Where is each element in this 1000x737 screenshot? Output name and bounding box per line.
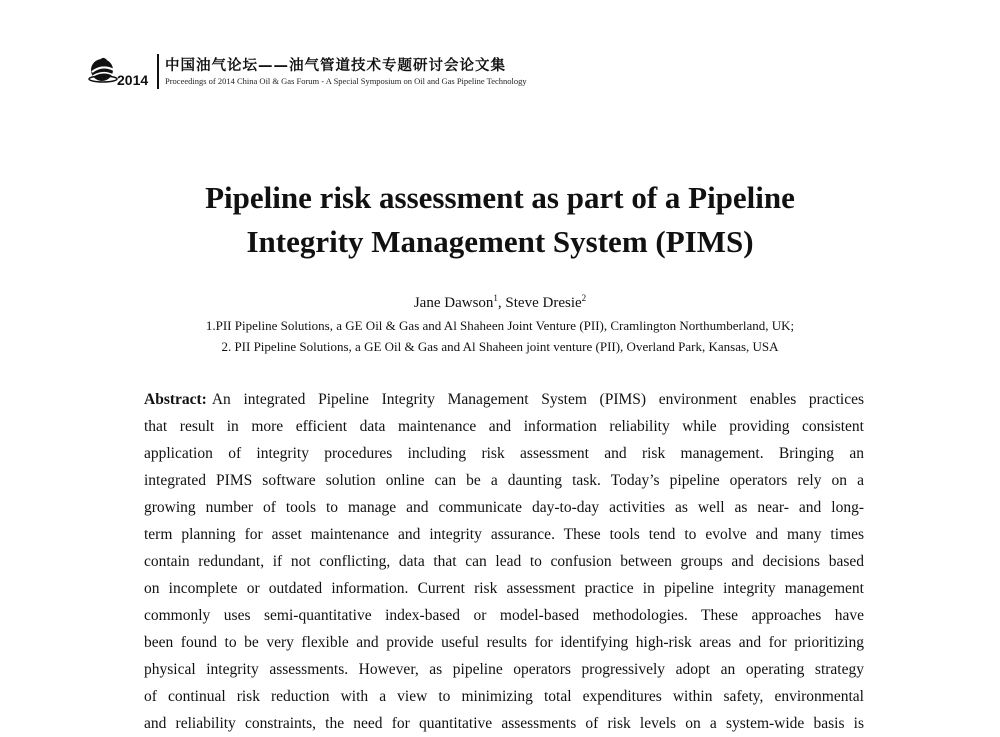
author-name: Jane Dawson bbox=[413, 295, 494, 311]
author-list: Jane Dawson$^1$, Steve Dresie$^2$ bbox=[413, 293, 587, 311]
header-divider bbox=[157, 54, 159, 89]
abstract-line: of continual risk reduction with a view to minimizing total expenditures within safety, environmental bbox=[144, 688, 864, 705]
paper-title-line: Pipeline risk assessment as part of a Pipeline bbox=[205, 180, 795, 215]
abstract-line: term planning for asset maintenance and integrity assurance. These tools tend to evolve and many times bbox=[144, 526, 864, 543]
author-affil-mark: 1 bbox=[493, 293, 498, 303]
abstract-line: on incomplete or outdated information. Current risk assessment practice in pipeline integrity management bbox=[144, 580, 864, 597]
abstract-line: commonly uses semi-quantitative index-based or model-based methodologies. These approaches have bbox=[144, 607, 864, 624]
author-affil-mark: 2 bbox=[581, 293, 587, 303]
paper-title bbox=[0, 176, 1000, 264]
affiliation: 2. PII Pipeline Solutions, a GE Oil & Gas and Al Shaheen joint venture (PII), Overland Park, Kansas, USA bbox=[221, 339, 779, 354]
forum-logo bbox=[88, 54, 118, 84]
abstract-line: been found to be very flexible and provide useful results for identifying high-risk areas and for prioritizing bbox=[144, 634, 864, 651]
abstract-line: growing number of tools to manage and communicate day-to-day activities as well as near- and long- bbox=[144, 499, 864, 516]
abstract-line: physical integrity assessments. However, as pipeline operators progressively adopt an operating strategy bbox=[144, 661, 864, 678]
chinese-forum-title: 中国油气论坛——油气管道技术专题研讨会论文集 bbox=[165, 58, 506, 74]
abstract bbox=[144, 386, 864, 737]
year-label: 2014 bbox=[117, 72, 149, 88]
abstract-line: Abstract: An integrated Pipeline Integrity Management System (PIMS) environment enables practices bbox=[144, 386, 864, 413]
abstract-line: that result in more efficient data maintenance and information reliability while providing consistent bbox=[144, 418, 864, 435]
affiliation: 1.PII Pipeline Solutions, a GE Oil & Gas and Al Shaheen Joint Venture (PII), Cramlington Northumberland, UK; bbox=[205, 318, 795, 333]
abstract-line: contain redundant, if not conflicting, data that can lead to confusion between groups and decisions based bbox=[144, 553, 864, 570]
author-name: Steve Dresie bbox=[505, 295, 582, 311]
abstract-line: integrated PIMS software solution online can be a daunting task. Today’s pipeline operators rely on a bbox=[144, 472, 864, 489]
proceedings-subtitle: Proceedings of 2014 China Oil & Gas Forum - A Special Symposium on Oil and Gas Pipeline Technology bbox=[165, 76, 527, 86]
paper-title-line: Integrity Management System (PIMS) bbox=[246, 224, 754, 259]
abstract-line: application of integrity procedures including risk assessment and risk management. Bringing an bbox=[144, 445, 864, 462]
abstract-line: and reliability constraints, the need for quantitative assessments of risk levels on a system-wide basis is bbox=[144, 715, 864, 732]
abstract-label: Abstract: bbox=[144, 391, 207, 408]
